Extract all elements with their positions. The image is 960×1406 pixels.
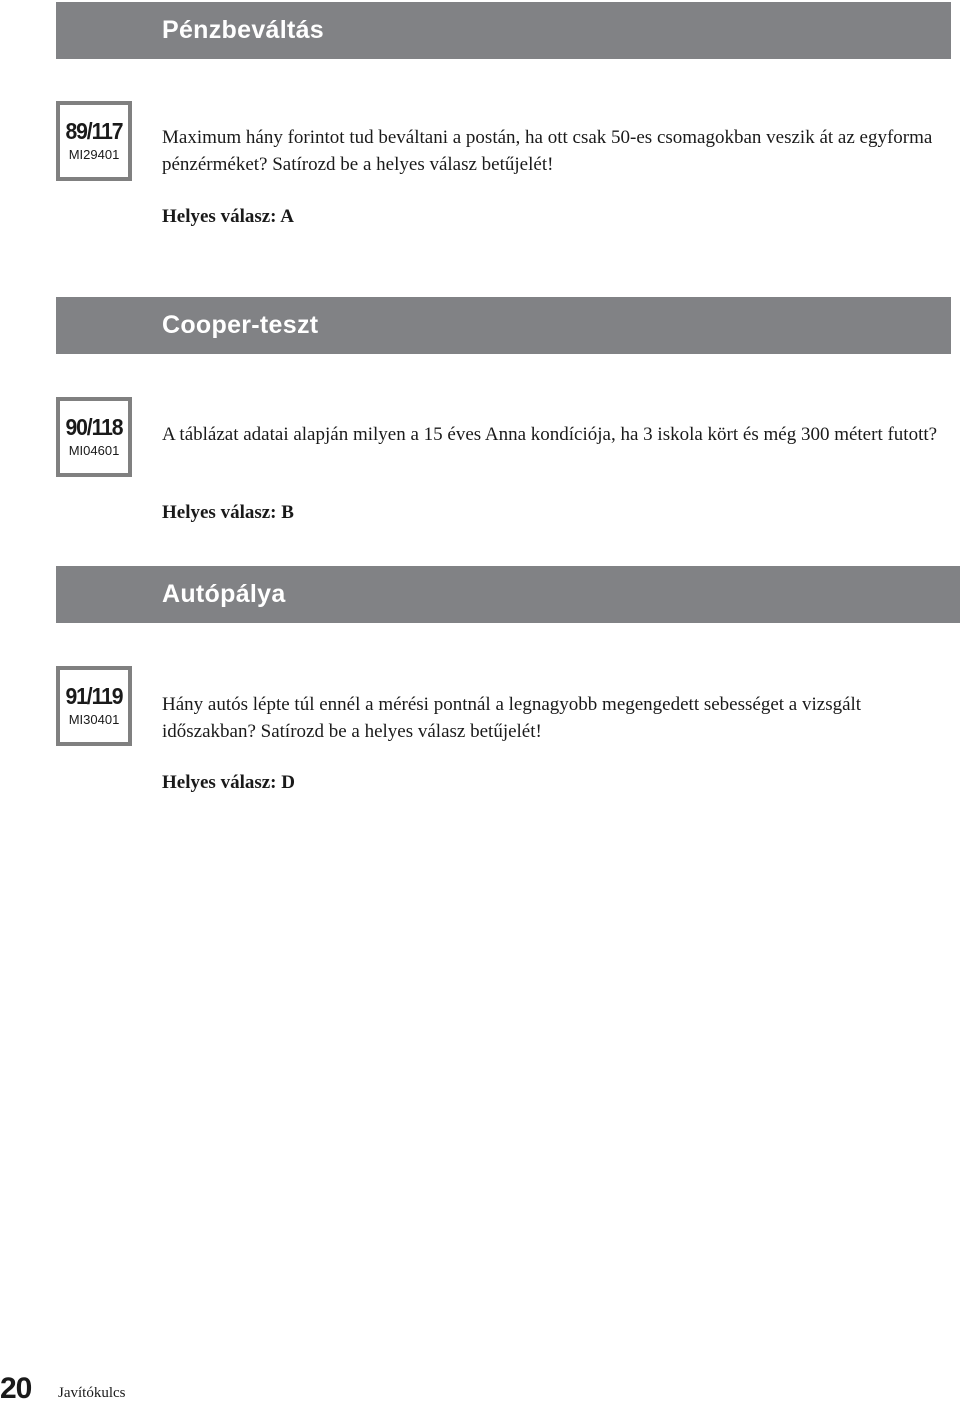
footer-label: Javítókulcs: [58, 1385, 126, 1401]
section-title: Autópálya: [162, 580, 286, 608]
section-header-autopalya: [56, 566, 960, 623]
correct-answer: Helyes válasz: B: [162, 502, 294, 523]
page-number: 20: [0, 1372, 32, 1405]
question-text: A táblázat adatai alapján milyen a 15 éves Anna kondíciója, ha 3 iskola kört és még 300 métert futott?: [162, 424, 938, 445]
section-header-cooper-teszt: [56, 297, 951, 354]
question-number: 90/118: [65, 414, 123, 440]
question-text: Hány autós lépte túl ennél a mérési pontnál a legnagyobb megengedett sebességet a vizsgált időszakban? Satírozd be a helyes válasz betűjelét!: [162, 694, 862, 742]
question-number-box: [56, 101, 132, 181]
question-number-box: [56, 397, 132, 477]
section-title: Pénzbeváltás: [162, 16, 325, 44]
question-code: MI30401: [68, 712, 120, 727]
question-code: MI04601: [68, 443, 120, 458]
correct-answer: Helyes válasz: A: [162, 206, 294, 227]
question-text: Maximum hány forintot tud beváltani a postán, ha ott csak 50-es csomagokban veszik át az egyforma pénzérméket? Satírozd be a helyes válasz betűjelét!: [162, 127, 933, 175]
correct-answer: Helyes válasz: D: [162, 772, 295, 793]
question-code: MI29401: [68, 147, 120, 162]
section-title: Cooper-teszt: [162, 311, 319, 339]
section-header-penzbevaltas: [56, 2, 951, 59]
question-number: 89/117: [65, 118, 123, 144]
question-number-box: [56, 666, 132, 746]
question-number: 91/119: [65, 683, 123, 709]
